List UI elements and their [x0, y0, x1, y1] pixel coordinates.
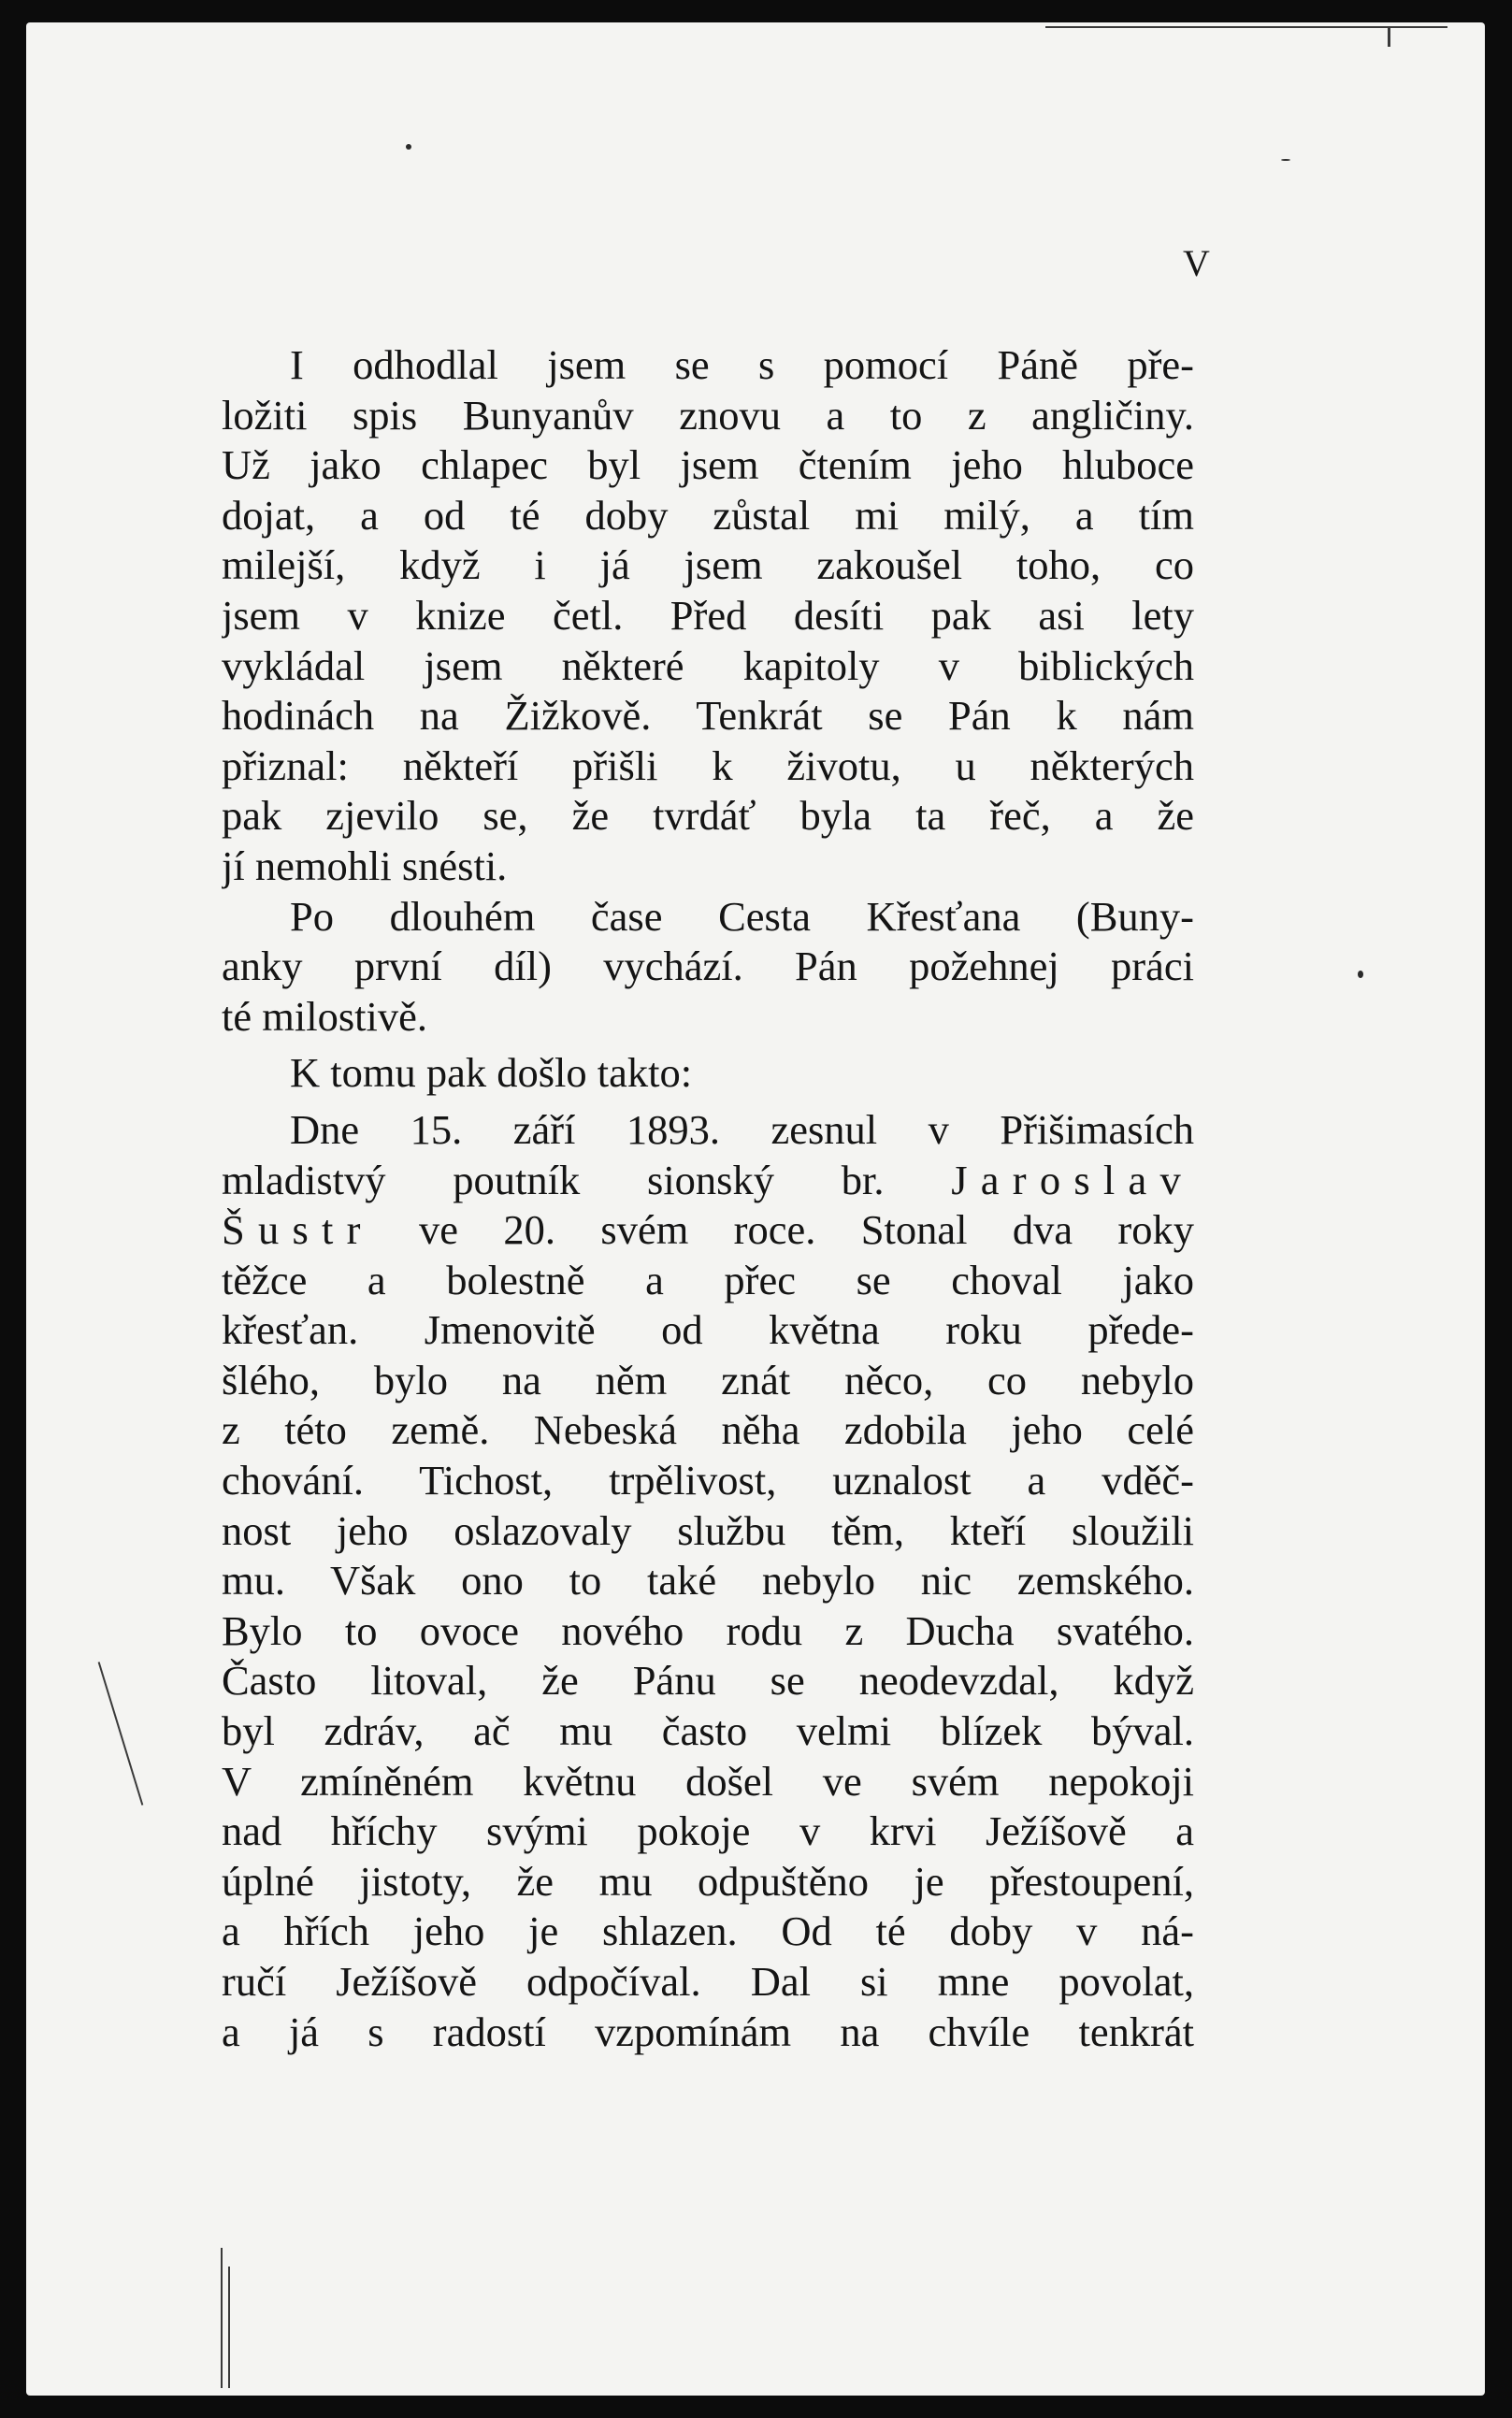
text-line: K tomu pak došlo takto:: [290, 1049, 693, 1097]
text-line: těžce a bolestně a přec se choval jako: [222, 1256, 1194, 1303]
text-line: Už jako chlapec byl jsem čtením jeho hluboce: [222, 441, 1194, 489]
text-line: Po dlouhém čase Cesta Křesťana (Buny-: [290, 892, 1194, 940]
speck: [1281, 159, 1290, 161]
text-line: V zmíněném květnu došel ve svém nepokoji: [222, 1757, 1194, 1805]
text-line: ložiti spis Bunyanův znovu a to z angličiny.: [222, 391, 1194, 439]
text-line: mu. Však ono to také nebylo nic zemského.: [222, 1557, 1194, 1605]
text-line: Bylo to ovoce nového rodu z Ducha svatého.: [222, 1606, 1194, 1654]
text-line: ručí Ježíšově odpočíval. Dal si mne povolat,: [222, 1958, 1194, 2005]
text-line: jsem v knize četl. Před desíti pak asi lety: [222, 591, 1194, 639]
text-line: jí nemohli snésti.: [222, 842, 508, 889]
text-line: pak zjevilo se, že tvrdáť byla ta řeč, a že: [222, 792, 1194, 840]
speck: [406, 144, 411, 150]
scan-mark: [98, 1662, 144, 1806]
text-line: té milostivě.: [222, 992, 428, 1040]
text-line: křesťan. Jmenovitě od května roku přede-: [222, 1306, 1194, 1354]
text-line: dojat, a od té doby zůstal mi milý, a tím: [222, 491, 1194, 539]
text-line: milejší, když i já jsem zakoušel toho, co: [222, 541, 1194, 589]
text-line: Často litoval, že Pánu se neodevzdal, když: [222, 1657, 1194, 1705]
page-text: [222, 340, 1194, 2057]
text-line: vykládal jsem některé kapitoly v biblických: [222, 641, 1194, 689]
text-fragment: ve 20. svém roce. Stonal dva roky: [373, 1206, 1194, 1254]
text-line: [222, 1205, 1194, 1256]
spaced-name: Jaroslav: [951, 1156, 1194, 1203]
text-line: I odhodlal jsem se s pomocí Páně pře-: [290, 341, 1194, 388]
page-number: V: [1183, 242, 1210, 284]
speck: [1358, 971, 1363, 978]
spaced-surname: Šustr: [222, 1206, 374, 1254]
text-line: chování. Tichost, trpělivost, uznalost a vděč-: [222, 1457, 1194, 1504]
text-line: Dne 15. září 1893. zesnul v Přišimasích: [290, 1105, 1194, 1153]
text-line: byl zdráv, ač mu často velmi blízek býval.: [222, 1707, 1194, 1755]
text-line: nost jeho oslazovaly službu těm, kteří sloužili: [222, 1506, 1194, 1554]
text-line: šlého, bylo na něm znát něco, co nebylo: [222, 1356, 1194, 1403]
scan-mark: [1388, 26, 1390, 47]
text-fragment: mladistvý poutník sionský br.: [222, 1156, 952, 1203]
text-line: a já s radostí vzpomínám na chvíle tenkrát: [222, 2008, 1194, 2055]
text-line: nad hříchy svými pokoje v krvi Ježíšově a: [222, 1807, 1194, 1855]
text-line: a hřích jeho je shlazen. Od té doby v ná-: [222, 1907, 1194, 1955]
text-line: z této země. Nebeská něha zdobila jeho celé: [222, 1406, 1194, 1454]
scan-mark: [228, 2267, 230, 2388]
text-line: anky první díl) vychází. Pán požehnej práci: [222, 943, 1194, 990]
text-line: [222, 1156, 1194, 1206]
text-line: úplné jistoty, že mu odpuštěno je přestoupení,: [222, 1857, 1194, 1905]
text-line: hodinách na Žižkově. Tenkrát se Pán k nám: [222, 692, 1194, 740]
scan-mark: [221, 2248, 223, 2388]
text-line: přiznal: někteří přišli k životu, u některých: [222, 741, 1194, 789]
